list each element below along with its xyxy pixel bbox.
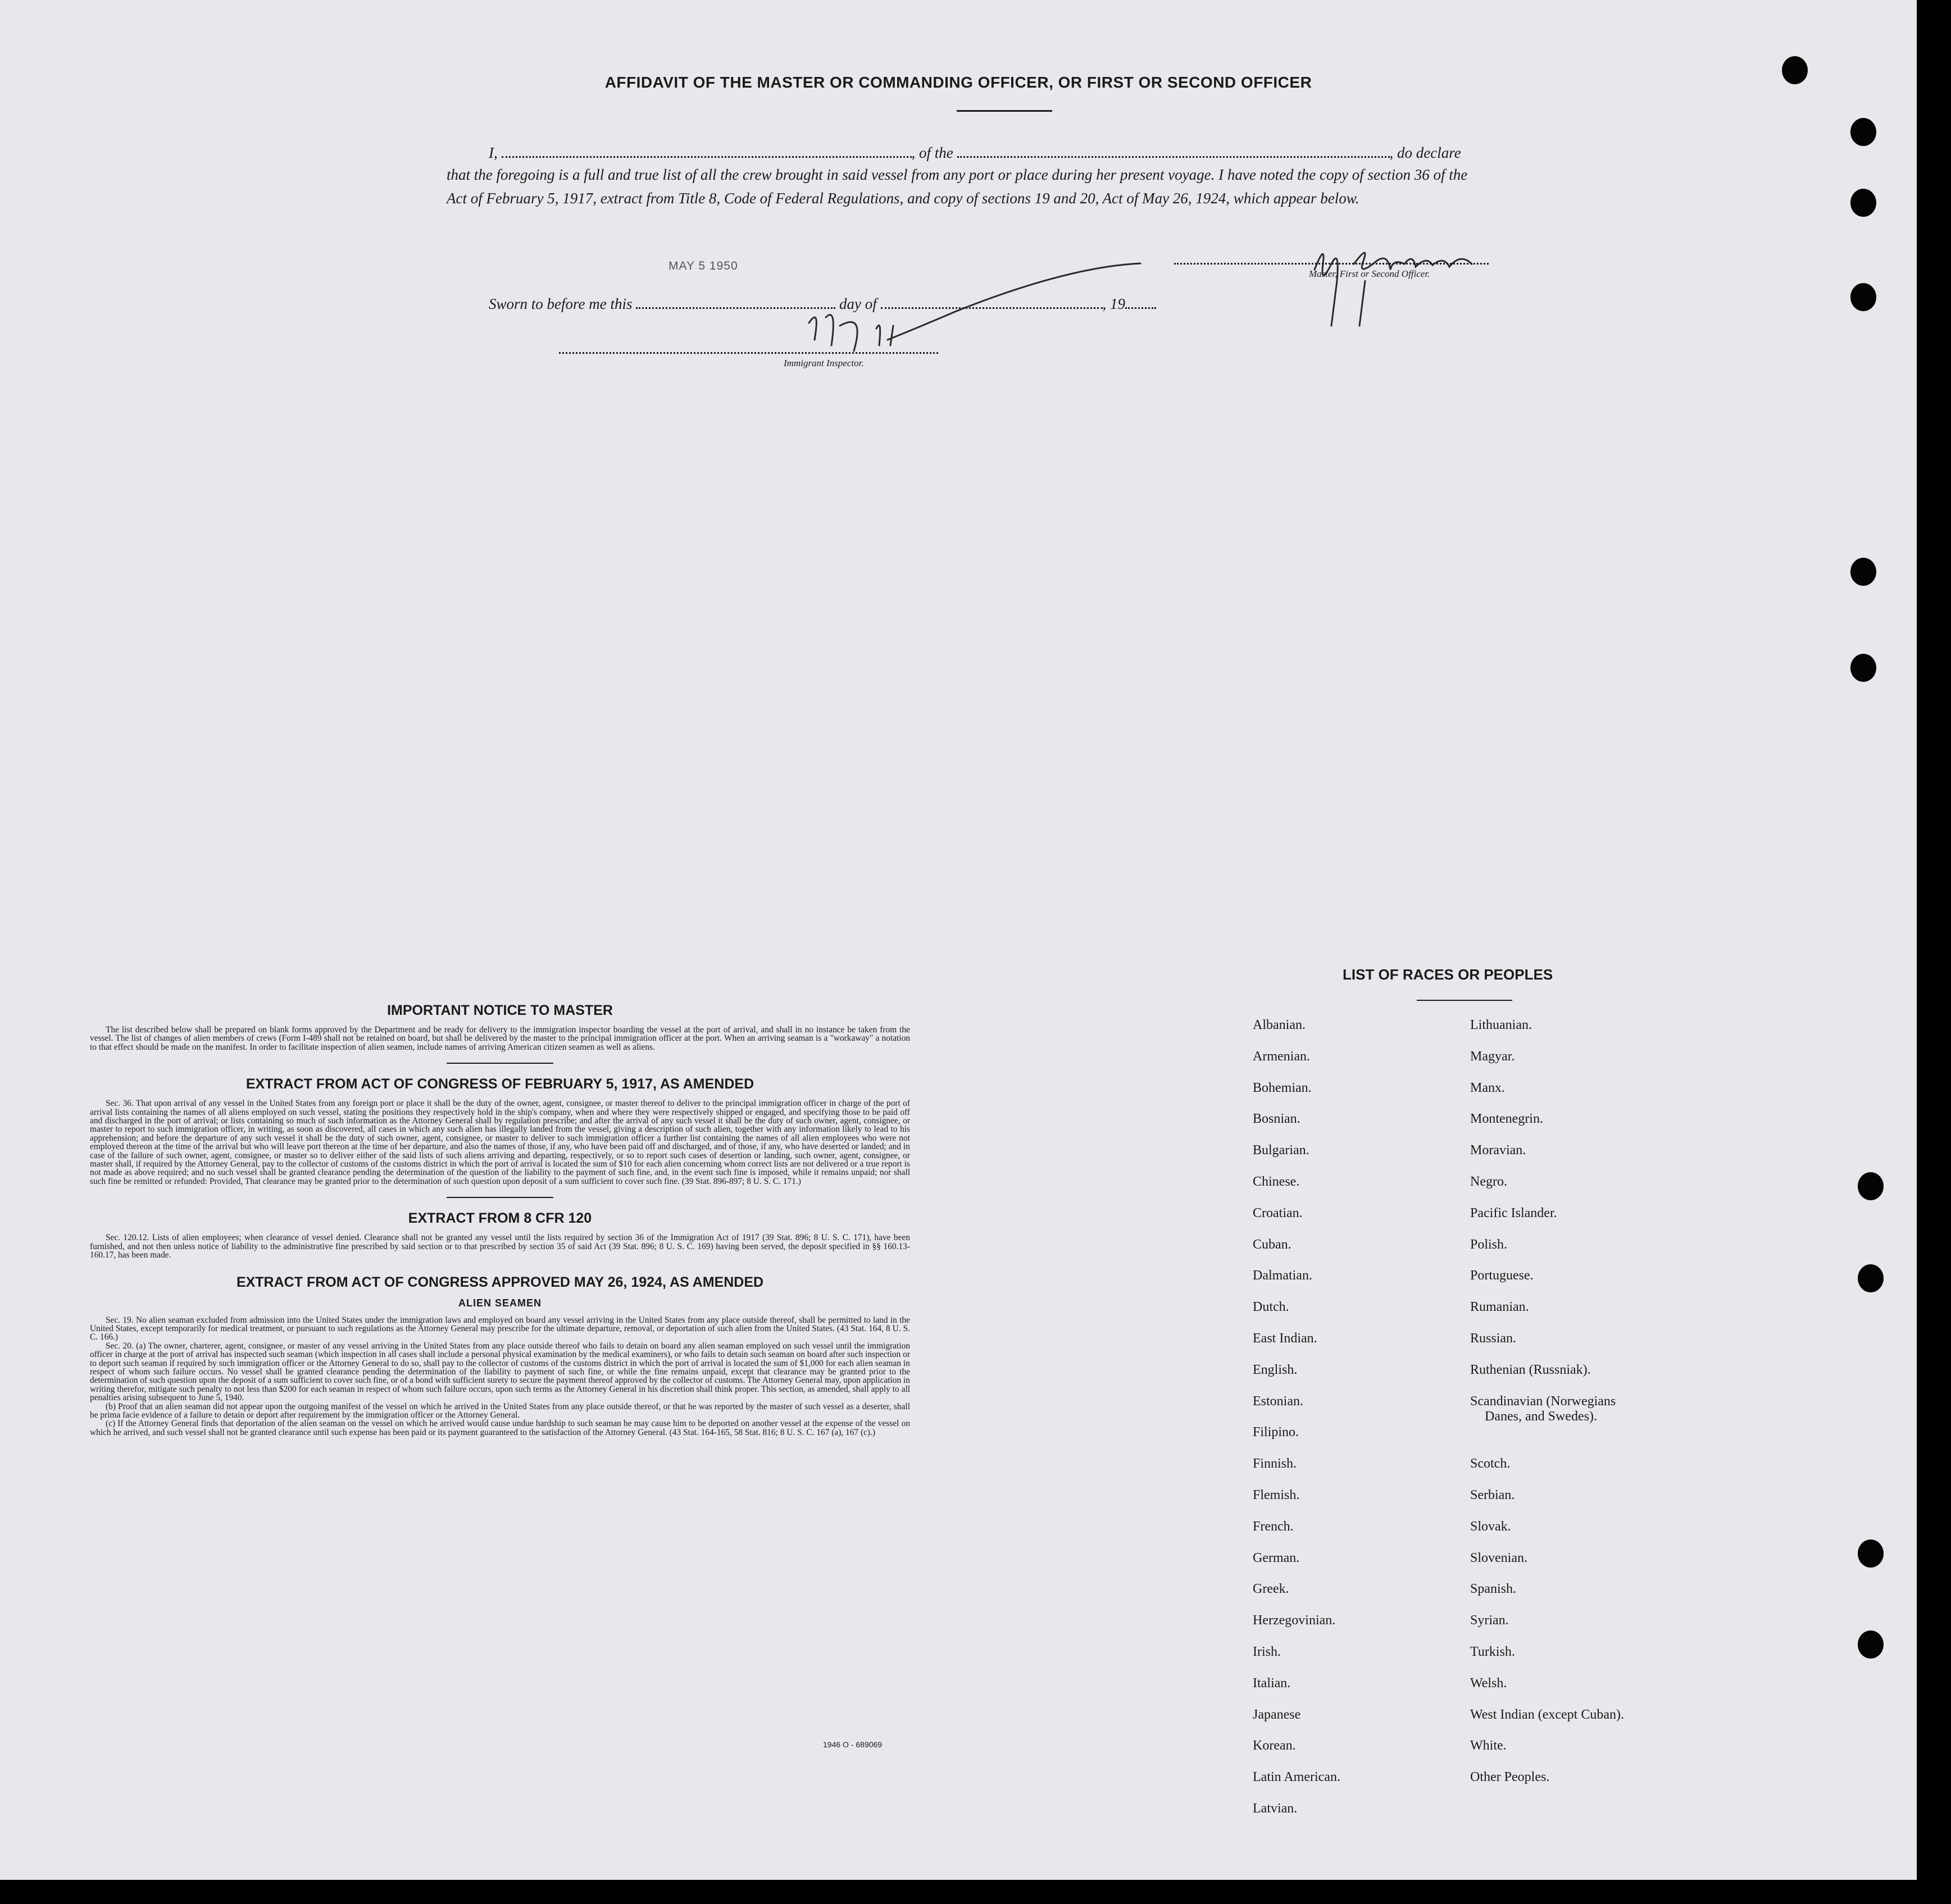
race-item: Montenegrin. xyxy=(1470,1112,1543,1127)
date-stamp: MAY 5 1950 xyxy=(668,259,738,272)
race-item: East Indian. xyxy=(1253,1331,1317,1346)
notice-section xyxy=(90,1003,910,1437)
extract1-body: Sec. 36. That upon arrival of any vessel in the United States from any foreign port or place it shall be the duty of the owner, agent, consignee, or master thereof to deliver to the principal immigration officer in charge of the port of arrival lists containing the names of all aliens employed on such vessel, stating the positions they respectively hold in the ship's company, when and where they were respectively shipped or engaged, and specifying those to be paid off and discharged in the port of arrival; or lists containing so much of such information as the Attorney General shall by regulation prescribe; and after the arrival of any such vessel it shall be the duty of such owner, agent, consignee, or master to report to such immigration officer, in writing, as soon as discovered, all cases in which any such alien has illegally landed from the vessel, giving a description of such alien, together with any information likely to lead to his apprehension; and before the departure of any such vessel it shall be the duty of such owner, agent, consignee, or master to deliver to such immigration officer a further list containing the names of all alien employees who were not employed thereon at the time of the arrival but who will leave port thereon at the time of her departure, and also the names of those, if any, who have been paid off and discharged, and of those, if any, who have deserted or landed; and in case of the failure of such owner, agent, consignee, or master so to deliver either of the said lists of such aliens arriving and departing, respectively, or so to report such cases of desertion or landing, such owner, agent, consignee, or master shall, if required by the Attorney General, pay to the collector of customs of the customs district in which the port of arrival is located the sum of $10 for each alien concerning whom correct lists are not delivered or a true report is not made as above required; and no such vessel shall be granted clearance pending the determination of the question of the liability to the payment of such fine, and, in the event such fine is imposed, while it remains unpaid; nor shall such fine be remitted or refunded: Provided, That clearance may be granted prior to the determination of such question upon deposit of a sum sufficient to cover such fine. (39 Stat. 896-897; 8 U. S. C. 171.) xyxy=(90,1099,910,1186)
race-item: Bohemian. xyxy=(1253,1080,1312,1095)
vessel-blank xyxy=(957,146,1390,158)
race-item: Filipino. xyxy=(1253,1425,1299,1440)
master-dotted-line xyxy=(1174,263,1489,265)
extract3-title: EXTRACT FROM ACT OF CONGRESS APPROVED MAY 26, 1924, AS AMENDED xyxy=(236,1274,764,1290)
race-item: Russian. xyxy=(1470,1331,1517,1346)
race-item: Dutch. xyxy=(1253,1300,1289,1315)
race-item: Polish. xyxy=(1470,1237,1508,1252)
race-item: Pacific Islander. xyxy=(1470,1205,1557,1220)
race-item: Latin American. xyxy=(1253,1770,1340,1785)
race-item: Welsh. xyxy=(1470,1675,1507,1691)
race-item: Turkish. xyxy=(1470,1645,1515,1659)
section-rule xyxy=(447,1063,553,1064)
race-item: Cuban. xyxy=(1253,1237,1291,1252)
race-item: Lithuanian. xyxy=(1470,1018,1532,1032)
sec20b-text: (b) Proof that an alien seaman did not appear upon the outgoing manifest of the vessel on which he arrived in the United States from any place outside thereof, or that he was reported by the master of such vessel as a deserter, shall be prima facie evidence of a failure to detain or deport after requirement by the immigration officer or the Attorney General. xyxy=(90,1401,910,1420)
race-item: Chinese. xyxy=(1253,1174,1300,1189)
year-prefix: , 19 xyxy=(1102,295,1125,312)
declaration-line xyxy=(489,144,1461,162)
race-item: Scandinavian (Norwegians xyxy=(1470,1393,1616,1409)
of-the-label: , of the xyxy=(911,144,953,161)
title-rule xyxy=(957,110,1052,112)
do-declare-label: , do declare xyxy=(1389,144,1461,161)
punch-hole xyxy=(1850,189,1876,217)
extract2-title: EXTRACT FROM 8 CFR 120 xyxy=(408,1210,592,1227)
punch-hole xyxy=(1850,558,1876,586)
race-item: Flemish. xyxy=(1253,1488,1300,1502)
race-item: Slovak. xyxy=(1470,1519,1511,1534)
race-item: Portuguese. xyxy=(1470,1268,1534,1283)
name-blank xyxy=(502,146,912,158)
declaration-body: that the foregoing is a full and true list of all the crew brought in said vessel from any port or place during her present voyage. I have noted the copy of section 36 of the Act of February 5, 1917, extract from Title 8, Code of Federal Regulations, and copy of sections 19 and 20, Act of May 26, 1924, which appear below. xyxy=(447,166,1468,207)
inspector-signature xyxy=(775,256,1146,368)
day-of-label: day of xyxy=(839,295,877,312)
race-item: Croatian. xyxy=(1253,1205,1303,1220)
affidavit-title: AFFIDAVIT OF THE MASTER OR COMMANDING OFFICER, OR FIRST OR SECOND OFFICER xyxy=(604,74,1312,91)
race-item: Dalmatian. xyxy=(1253,1268,1312,1283)
race-item: Spanish. xyxy=(1470,1582,1517,1597)
sec19-text: Sec. 19. No alien seaman excluded from admission into the United States under the immigration laws and employed on board any vessel arriving in the United States from any place outside thereof, shall be permitted to land in the United States, except temporarily for medical treatment, or pursuant to such regulations as the Attorney General may prescribe for the ultimate departure, removal, or deportation of such alien from the United States. (43 Stat. 164, 8 U. S. C. 166.) xyxy=(90,1315,910,1342)
race-item: White. xyxy=(1470,1738,1507,1753)
race-item: Scotch. xyxy=(1470,1456,1511,1472)
race-item: Danes, and Swedes). xyxy=(1485,1409,1597,1424)
race-item: English. xyxy=(1253,1362,1298,1377)
race-item: Latvian. xyxy=(1253,1801,1298,1816)
extract3-subtitle: ALIEN SEAMEN xyxy=(458,1297,542,1309)
notice-body: The list described below shall be prepared on blank forms approved by the Department and be ready for delivery to the immigration inspector boarding the vessel at the port of arrival, and shall in no instance be taken from the vessel. The list of changes of alien members of crews (Form I-489 shall not be retained on board, but shall be delivered by the master to the principal immigration officer at the port. When an arriving seaman is a "workaway" a notation to that effect should be made on the manifest. In order to facilitate inspection of alien seamen, include names of arriving American citizen seamen as well as aliens. xyxy=(90,1025,910,1052)
race-item: Magyar. xyxy=(1470,1049,1515,1064)
extract2-body: Sec. 120.12. Lists of alien employees; when clearance of vessel denied. Clearance shall not be granted any vessel until the lists required by section 36 of the Immigration Act of 1917 (39 Stat. 896; 8 U. S. C. 171), have been furnished, and not then unless notice of liability to the administrative fine prescribed by said section or to that prescribed by section 35 of said Act (39 Stat. 896; 8 U. S. C. 169) having been served, the deposit specified in §§ 160.13-160.17, has been made. xyxy=(90,1233,910,1260)
section-rule xyxy=(447,1197,553,1198)
race-item: Finnish. xyxy=(1253,1456,1297,1472)
race-item: Moravian. xyxy=(1470,1143,1526,1158)
race-item: Other Peoples. xyxy=(1470,1770,1550,1785)
punch-hole xyxy=(1858,1539,1884,1568)
i-label: I, xyxy=(489,144,498,161)
race-item: Italian. xyxy=(1253,1675,1291,1691)
race-item: Herzegovinian. xyxy=(1253,1613,1336,1628)
race-item: Syrian. xyxy=(1470,1613,1509,1628)
race-item: Japanese xyxy=(1253,1707,1301,1722)
sec20a-text: Sec. 20. (a) The owner, charterer, agent, consignee, or master of any vessel arriving in the United States from any place outside thereof who fails to detain on board any alien seaman employed on such vessel until the immigration officer in charge at the port of arrival has inspected such seaman (which inspection in all cases shall include a personal physical examination by the medical examiners), or who fails to detain such seaman on board after such inspection or to deport such seaman if required by such immigration officer or the Attorney General to do so, shall pay to the collector of customs of the customs district in which the port of arrival is located the sum of $1,000 for each alien seaman in respect of whom such failure occurs. No vessel shall be granted clearance pending the determination of the liability to payment of such fine, or while the fine remains unpaid, except that clearance may be granted prior to the determination of such question upon the deposit of a sum sufficient to cover such fine, or of a bond with sufficient surety to secure the payment thereof approved by the collector of customs. The Attorney General may, upon application in writing therefor, mitigate such penalty to not less than $200 for each seaman in respect of whom such failure occurs, upon such terms as the Attorney General in his discretion shall think proper. This section, as amended, shall apply to all penalties arising subsequent to June 5, 1940. xyxy=(90,1341,910,1403)
races-title: LIST OF RACES OR PEOPLES xyxy=(1343,966,1553,983)
master-signature xyxy=(1292,230,1517,331)
notice-title: IMPORTANT NOTICE TO MASTER xyxy=(387,1003,613,1018)
punch-hole xyxy=(1858,1172,1884,1200)
race-item: Albanian. xyxy=(1253,1018,1306,1032)
form-code: 1946 O - 689069 xyxy=(823,1740,883,1749)
punch-hole xyxy=(1850,118,1876,146)
race-item: Slovenian. xyxy=(1470,1550,1527,1565)
inspector-dotted-line xyxy=(559,352,938,354)
inspector-label: Immigrant Inspector. xyxy=(784,358,864,368)
race-item: Manx. xyxy=(1470,1080,1505,1095)
race-item: Armenian. xyxy=(1253,1049,1310,1064)
sec20c-text: (c) If the Attorney General finds that deportation of the alien seaman on the vessel on which he arrived would cause undue hardship to such seaman he may cause him to be deported on another vessel at the expense of the vessel on which he arrived, and such vessel shall not be granted clearance until such expense has been paid or its payment guaranteed to the satisfaction of the Attorney General. (43 Stat. 164-165, 58 Stat. 816; 8 U. S. C. 167 (a), 167 (c).) xyxy=(90,1419,910,1437)
race-item: West Indian (except Cuban). xyxy=(1470,1707,1624,1722)
race-item: Estonian. xyxy=(1253,1393,1303,1409)
master-label: Master, First or Second Officer. xyxy=(1309,268,1430,279)
punch-hole xyxy=(1850,654,1876,682)
race-item: Irish. xyxy=(1253,1645,1281,1659)
sworn-label: Sworn to before me this xyxy=(489,295,633,312)
race-item: German. xyxy=(1253,1550,1300,1565)
race-item: Korean. xyxy=(1253,1738,1296,1753)
extract1-title: EXTRACT FROM ACT OF CONGRESS OF FEBRUARY 5, 1917, AS AMENDED xyxy=(245,1076,754,1092)
race-item: Bosnian. xyxy=(1253,1112,1300,1127)
punch-hole xyxy=(1858,1630,1884,1659)
race-item: Rumanian. xyxy=(1470,1300,1529,1315)
race-item: Negro. xyxy=(1470,1174,1507,1189)
race-item: French. xyxy=(1253,1519,1294,1534)
race-item: Ruthenian (Russniak). xyxy=(1470,1362,1591,1377)
race-item: Bulgarian. xyxy=(1253,1143,1309,1158)
races-rule xyxy=(1417,1000,1512,1001)
race-item: Greek. xyxy=(1253,1582,1289,1597)
race-item: Serbian. xyxy=(1470,1488,1515,1502)
punch-hole xyxy=(1858,1264,1884,1292)
punch-hole xyxy=(1850,283,1876,311)
